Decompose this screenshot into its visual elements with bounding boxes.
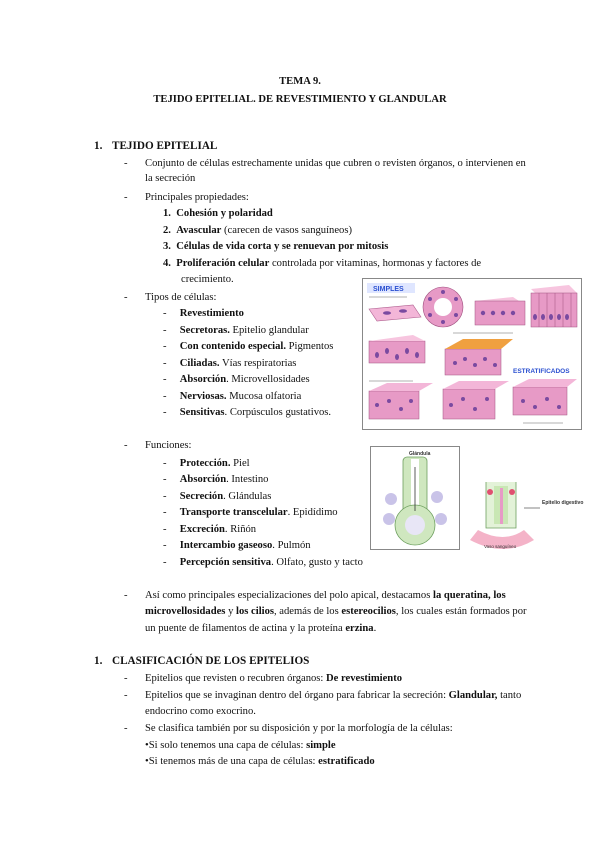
text-bold: los cilios [236,606,274,617]
prop-num: 4. [163,258,171,269]
tipo-bold: Absorción [179,374,227,385]
funcion-item: - Transporte transcelular. Epidídimo [163,507,338,518]
tipo-bold: Revestimiento [179,308,244,319]
bullet-dash: - [124,192,128,203]
tipo-rest: Pigmentos [286,341,334,352]
text-bold: estereocilios [341,606,396,617]
prop-item [163,257,481,271]
text: , los cuales están formados por [395,606,527,617]
funcion-bold: Secreción [179,491,224,502]
text: . [373,623,377,634]
tipo-item: - Secretoras. Epitelio glandular [163,325,309,336]
tipo-bold: Nerviosas. [179,391,227,402]
label-estratificados: ESTRATIFICADOS [513,368,570,375]
tipo-rest: Mucosa olfatoria [226,391,302,402]
text-bold: De revestimiento [326,673,403,684]
secretion-illustration [464,474,584,554]
title-line2: TEJIDO EPITELIAL. DE REVESTIMIENTO Y GLANDULAR [153,94,447,105]
bullet-dash: - [124,292,128,303]
prop-item [163,240,388,254]
s1-b3: Tipos de células: [145,292,217,303]
section1-heading: TEJIDO EPITELIAL [112,140,218,152]
funcion-rest: . Riñón [224,524,257,535]
section1-number: 1. [94,140,103,152]
text-bold: microvellosidades [145,606,226,617]
funcion-rest: . Epidídimo [287,507,338,518]
epithelium-types-figure [362,278,582,430]
text: Así como principales especializaciones del polo apical, destacamos [145,590,433,601]
funcion-bold: Excreción [179,524,225,535]
s1-b4: Funciones: [145,440,192,451]
prop-num: 1. [163,208,171,219]
section2-number: 1. [94,655,103,667]
tipo-rest: . Corpúsculos gustativos. [224,407,332,418]
prop-bold: Cohesión y polaridad [176,208,273,219]
s1-b5-line1 [145,589,506,603]
s1-b5-line3 [145,622,376,636]
text-bold: simple [306,740,336,751]
tipo-bold: Secretoras. [179,325,230,336]
s2-b4 [145,739,336,753]
prop-num: 3. [163,241,171,252]
s2-b5 [145,755,375,769]
tipo-bold: Con contenido especial. [179,341,287,352]
s2-b1 [145,672,402,686]
tipo-item: - Nerviosas. Mucosa olfatoria [163,391,302,402]
prop-num: 2. [163,225,171,236]
tipo-item: - Sensitivas. Corpúsculos gustativos. [163,407,332,418]
tipo-item: - Ciliadas. Vías respiratorias [163,358,297,369]
funcion-bold: Intercambio gaseoso [179,540,273,551]
tipo-rest: Epitelio glandular [229,325,309,336]
title-line1: TEMA 9. [279,76,321,87]
funcion-bold: Transporte transcelular [179,507,288,518]
prop-item [163,224,352,238]
bullet-dash: - [124,590,128,601]
epithelium-types-illustration [363,279,581,429]
funcion-bold: Absorción [179,474,227,485]
prop-item [163,207,273,221]
label-vaso: Vaso sanguíneo [484,544,517,549]
bullet-dash: - [124,673,128,684]
prop-bold: Avascular [176,225,222,236]
text: Epitelios que revisten o recubren órganos: [145,673,327,684]
funcion-item: - Protección. Piel [163,458,250,469]
funcion-rest: Piel [230,458,250,469]
funcion-rest: . Glándulas [223,491,272,502]
funcion-bold: Percepción sensitiva [179,557,272,568]
text: Epitelios que se invaginan dentro del órgano para fabricar la secreción: [145,690,449,701]
tipo-item: - Revestimiento [163,308,244,319]
tipo-item: - Con contenido especial. Pigmentos [163,341,334,352]
bullet-dash: - [124,158,128,169]
funcion-item: - Absorción. Intestino [163,474,269,485]
text: •Si tenemos más de una capa de células: [145,756,319,767]
text-bold: Glandular, [448,690,498,701]
prop-rest: (carecen de vasos sanguíneos) [221,225,352,236]
tipo-rest: Vías respiratorias [219,358,297,369]
prop-bold: Proliferación celular [176,258,270,269]
funcion-rest: . Pulmón [272,540,311,551]
funcion-bold: Protección. [179,458,231,469]
prop-bold: Células de vida corta y se renuevan por mitosis [176,241,389,252]
text: y [225,606,237,617]
bullet-dash: - [124,440,128,451]
label-glandula: Glándula [409,451,431,457]
gland-secretion-figure [464,474,584,554]
label-simples: SIMPLES [373,286,404,293]
s2-b2-line2: endocrino como exocrino. [145,706,256,717]
funcion-rest: . Intestino [226,474,269,485]
prop4-continuation: crecimiento. [181,274,234,285]
text: un puente de filamentos de actina y la proteína [145,623,346,634]
gland-illustration [371,447,459,549]
s1-b5-line2 [145,605,527,619]
s2-b2-line1 [145,689,521,703]
s1-b2: Principales propiedades: [145,192,249,203]
text: , además de los [274,606,342,617]
funcion-rest: . Olfato, gusto y tacto [271,557,363,568]
text-bold: la queratina, los [433,590,506,601]
text: •Si solo tenemos una capa de células: [145,740,307,751]
tipo-bold: Ciliadas. [179,358,220,369]
funcion-item: - Intercambio gaseoso. Pulmón [163,540,311,551]
funcion-item: - Secreción. Glándulas [163,491,272,502]
prop-rest: controlada por vitaminas, hormonas y factores de [269,258,482,269]
s2-b3: Se clasifica también por su disposición y por la morfología de la células: [145,723,453,734]
s1-b1-line1: Conjunto de células estrechamente unidas que cubren o revisten órganos, o intervienen en [145,158,526,169]
tipo-item: - Absorción. Microvellosidades [163,374,310,385]
bullet-dash: - [124,690,128,701]
section2-heading: CLASIFICACIÓN DE LOS EPITELIOS [112,655,310,667]
text-bold: estratificado [318,756,375,767]
s1-b1-line2: la secreción [145,173,196,184]
label-epitelio: Epitelio digestivo [542,500,584,506]
text: tanto [497,690,522,701]
tipo-rest: . Microvellosidades [226,374,310,385]
gland-figure [370,446,460,550]
bullet-dash: - [124,723,128,734]
funcion-item: - Excreción. Riñón [163,524,257,535]
tipo-bold: Sensitivas [179,407,225,418]
text-bold: erzina [345,623,374,634]
funcion-item: - Percepción sensitiva. Olfato, gusto y tacto [163,557,363,568]
